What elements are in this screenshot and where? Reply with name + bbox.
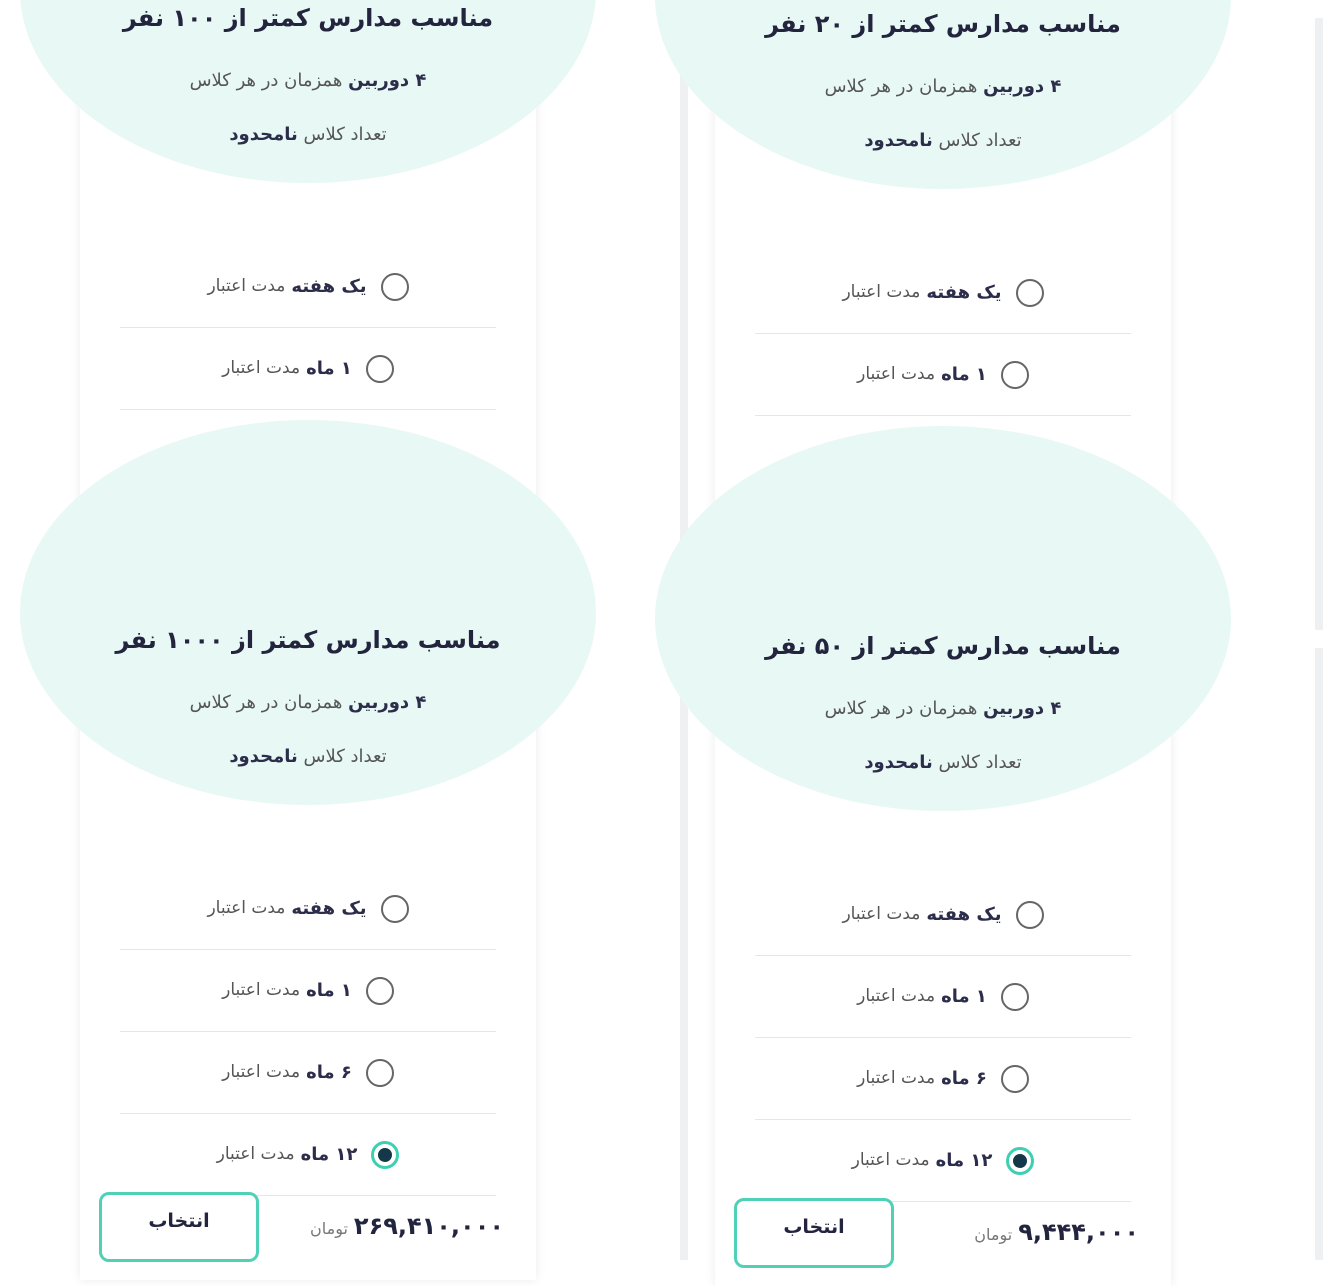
duration-option[interactable]	[755, 956, 1131, 1038]
plan-panel	[703, 632, 1323, 1260]
duration-option[interactable]	[120, 868, 496, 950]
divider	[1315, 18, 1323, 630]
option-label: مدت اعتبار	[851, 1150, 930, 1170]
plan-title: مناسب مدارس کمتر از ۲۰ نفر	[765, 10, 1121, 38]
option-label: مدت اعتبار	[842, 282, 921, 302]
radio-button[interactable]	[1001, 361, 1029, 389]
duration-option[interactable]	[120, 950, 496, 1032]
feature-cameras: ۴ دوربین همزمان در هر کلاس	[189, 70, 427, 91]
radio-button[interactable]	[381, 895, 409, 923]
option-duration: ۱ ماه	[941, 364, 987, 385]
radio-button[interactable]	[1001, 1065, 1029, 1093]
radio-button[interactable]	[1016, 901, 1044, 929]
option-duration: ۱۲ ماه	[300, 1144, 358, 1165]
option-duration: ۱ ماه	[306, 980, 352, 1001]
select-button[interactable]: انتخاب	[99, 1192, 259, 1262]
radio-button[interactable]	[1016, 279, 1044, 307]
plan-card	[715, 632, 1171, 1286]
option-duration: ۱ ماه	[941, 986, 987, 1007]
option-label: مدت اعتبار	[857, 1068, 936, 1088]
option-label: مدت اعتبار	[222, 980, 301, 1000]
option-duration: یک هفته	[926, 904, 1002, 925]
option-label: مدت اعتبار	[207, 276, 286, 296]
option-label: مدت اعتبار	[207, 898, 286, 918]
feature-cameras: ۴ دوربین همزمان در هر کلاس	[824, 76, 1062, 97]
radio-button[interactable]	[366, 355, 394, 383]
plan-card	[80, 626, 536, 1280]
radio-button[interactable]	[366, 1059, 394, 1087]
option-duration: ۶ ماه	[306, 1062, 352, 1083]
feature-cameras: ۴ دوربین همزمان در هر کلاس	[189, 692, 427, 713]
plan-title: مناسب مدارس کمتر از ۵۰ نفر	[765, 632, 1121, 660]
duration-option[interactable]	[755, 1120, 1131, 1202]
option-label: مدت اعتبار	[857, 986, 936, 1006]
price: ۲۶۹,۴۱۰,۰۰۰تومان	[310, 1212, 504, 1240]
option-duration: ۱۲ ماه	[935, 1150, 993, 1171]
duration-option[interactable]	[755, 874, 1131, 956]
option-label: مدت اعتبار	[857, 364, 936, 384]
radio-button[interactable]	[1006, 1147, 1034, 1175]
duration-option[interactable]	[755, 252, 1131, 334]
option-label: مدت اعتبار	[842, 904, 921, 924]
feature-classes: تعداد کلاس نامحدود	[229, 746, 387, 767]
divider	[1315, 648, 1323, 1260]
duration-option[interactable]	[120, 1032, 496, 1114]
duration-option[interactable]	[755, 1038, 1131, 1120]
option-duration: یک هفته	[926, 282, 1002, 303]
plan-panel	[68, 626, 688, 1260]
option-duration: ۶ ماه	[941, 1068, 987, 1089]
duration-option[interactable]	[120, 246, 496, 328]
option-duration: ۱ ماه	[306, 358, 352, 379]
feature-classes: تعداد کلاس نامحدود	[864, 130, 1022, 151]
divider	[680, 648, 688, 1260]
option-duration: یک هفته	[291, 898, 367, 919]
radio-button[interactable]	[381, 273, 409, 301]
feature-classes: تعداد کلاس نامحدود	[864, 752, 1022, 773]
option-label: مدت اعتبار	[222, 358, 301, 378]
radio-button[interactable]	[371, 1141, 399, 1169]
option-label: مدت اعتبار	[222, 1062, 301, 1082]
price: ۹,۴۴۴,۰۰۰تومان	[974, 1218, 1139, 1246]
plan-title: مناسب مدارس کمتر از ۱۰۰ نفر	[122, 4, 494, 32]
radio-button[interactable]	[366, 977, 394, 1005]
duration-option[interactable]	[120, 1114, 496, 1196]
feature-cameras: ۴ دوربین همزمان در هر کلاس	[824, 698, 1062, 719]
radio-button[interactable]	[1001, 983, 1029, 1011]
duration-option[interactable]	[120, 328, 496, 410]
select-button[interactable]: انتخاب	[734, 1198, 894, 1268]
feature-classes: تعداد کلاس نامحدود	[229, 124, 387, 145]
duration-option[interactable]	[755, 334, 1131, 416]
plan-title: مناسب مدارس کمتر از ۱۰۰۰ نفر	[115, 626, 501, 654]
option-duration: یک هفته	[291, 276, 367, 297]
option-label: مدت اعتبار	[216, 1144, 295, 1164]
